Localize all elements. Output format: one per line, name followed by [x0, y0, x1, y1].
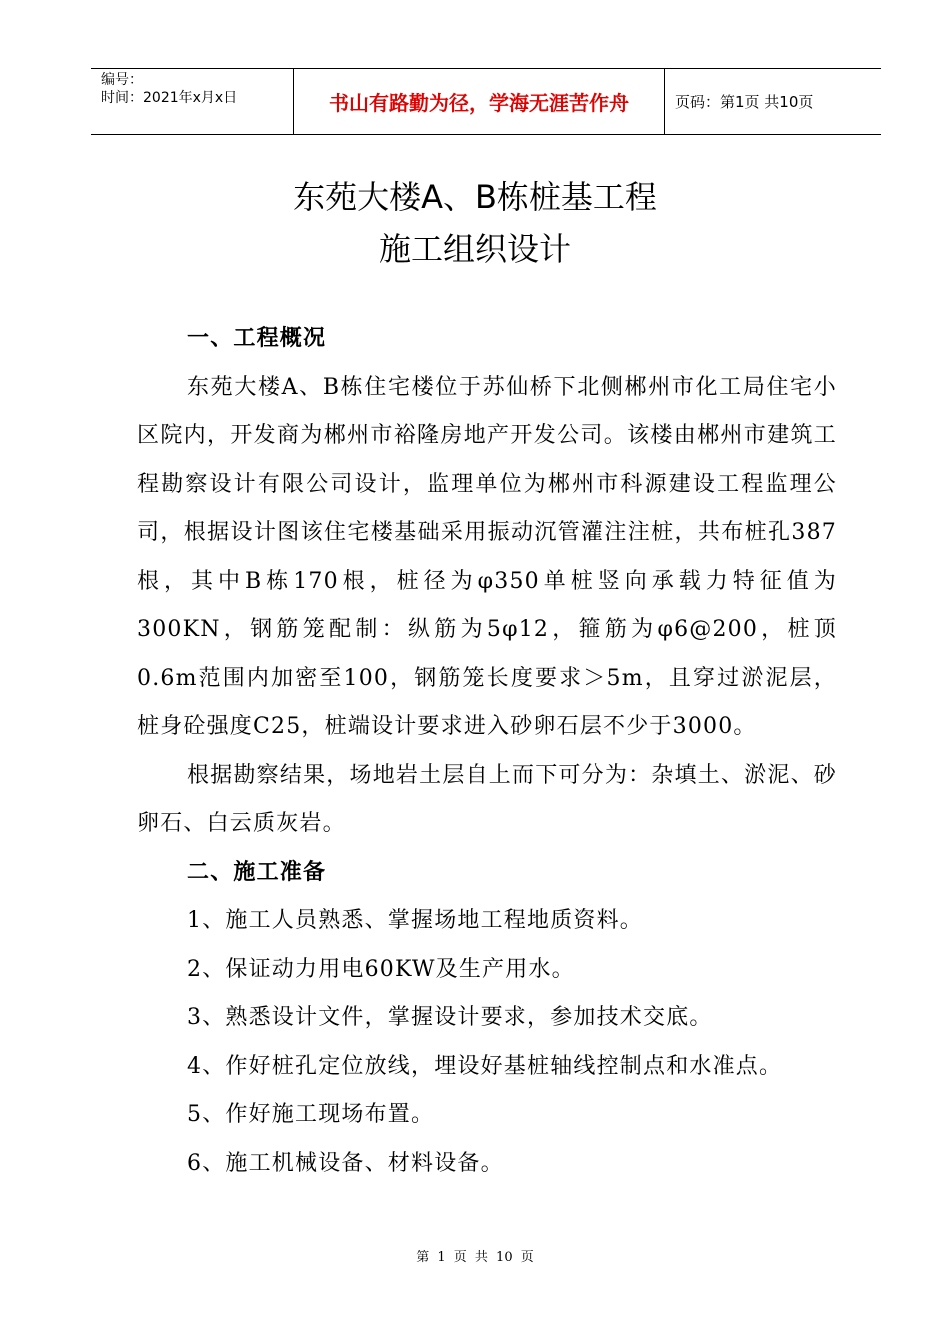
header-meta [91, 69, 293, 134]
header-motto [293, 69, 665, 134]
id-label: 编号： [101, 72, 143, 88]
section2-item-5: 5、作好施工现场布置。 [187, 1102, 435, 1127]
section2-item-4: 4、作好桩孔定位放线，埋设好基桩轴线控制点和水准点。 [187, 1053, 783, 1079]
document-header [91, 68, 881, 135]
document-title-line2: 施工组织设计 [378, 230, 571, 268]
header-page-info [665, 69, 881, 134]
motto-text: 书山有路勤为径，学海无涯苦作舟 [329, 91, 629, 115]
section2-item-6: 6、施工机械设备、材料设备。 [187, 1150, 504, 1176]
section1-paragraph1: 东苑大楼A、B栋住宅楼位于苏仙桥下北侧郴州市化工局住宅小区院内，开发商为郴州市裕隆房地产开发公司。该楼由郴州市建筑工程勘察设计有限公司设计，监理单位为郴州市科源建设工程监理公司，根据设计图该住宅楼基础采用振动沉管灌注注桩，共布桩孔387根，其中B栋170根，桩径为φ350单桩竖向承载力特征值为300KN，钢筋笼配制：纵筋为5φ12，箍筋为φ6@200，桩顶0.6m范围内加密至100，钢筋笼长度要求＞5m，且穿过淤泥层，桩身砼强度C25，桩端设计要求进入砂卵石层不少于3000。 [137, 374, 837, 739]
section2-item-1: 1、施工人员熟悉、掌握场地工程地质资料。 [187, 908, 643, 933]
page-footer: 第 1 页 共 10 页 [416, 1250, 534, 1265]
document-title-line1: 东苑大楼A、B栋桩基工程 [293, 178, 657, 216]
section2-item-2: 2、保证动力用电60KW及生产用水。 [187, 956, 575, 982]
section1-paragraph2: 根据勘察结果，场地岩土层自上而下可分为：杂填土、淤泥、砂卵石、白云质灰岩。 [137, 762, 837, 836]
document-body [137, 315, 837, 1188]
time-label: 时间：2021年x月x日 [101, 90, 238, 106]
page-info-text: 页码：第1页 共10页 [675, 93, 814, 111]
section2-item-3: 3、熟悉设计文件，掌握设计要求，参加技术交底。 [187, 1005, 713, 1030]
section2-heading: 二、施工准备 [187, 859, 327, 885]
section1-heading: 一、工程概况 [187, 326, 327, 351]
